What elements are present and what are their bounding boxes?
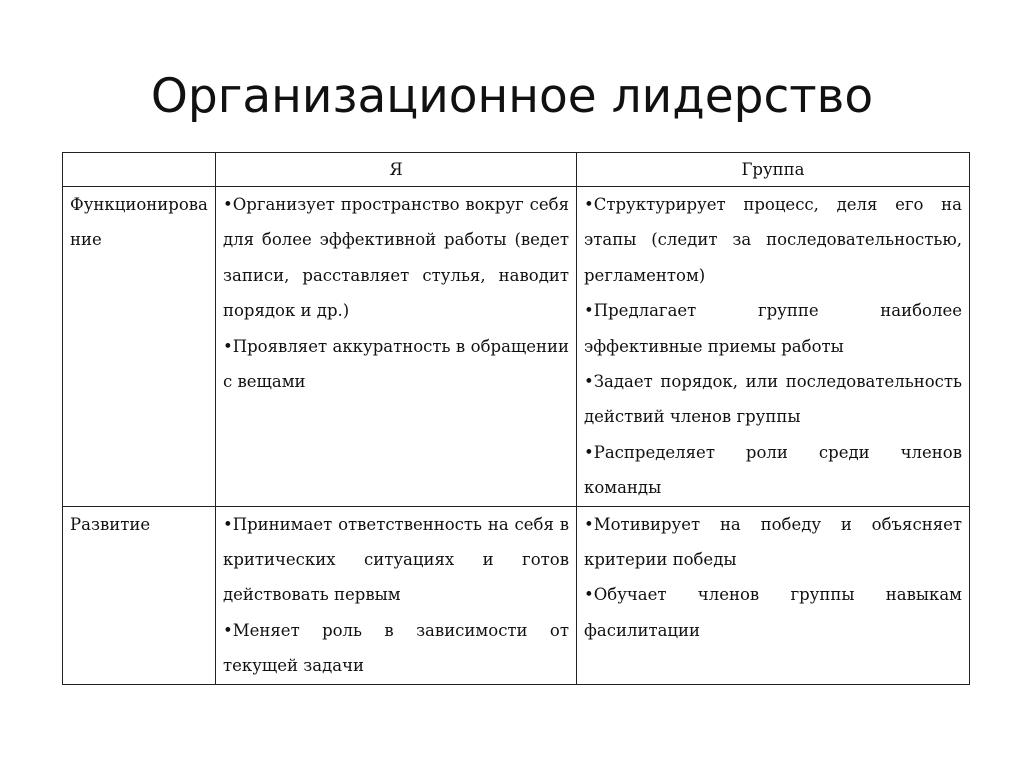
cell-development-self bbox=[216, 506, 577, 684]
list-item: •Задает порядок, или последовательность действий членов группы bbox=[584, 372, 962, 427]
table-header-row bbox=[63, 153, 970, 187]
slide-title: Организационное лидерство bbox=[150, 69, 874, 124]
leadership-table bbox=[62, 152, 970, 685]
row-label-functioning: Функционирование bbox=[63, 187, 216, 507]
list-item: •Проявляет аккуратность в обращении с вещами bbox=[223, 336, 569, 392]
list-item: •Обучает членов группы навыкам фасилитации bbox=[584, 585, 962, 640]
cell-functioning-group bbox=[577, 187, 970, 507]
list-item: •Предлагает группе наиболее эффективные приемы работы bbox=[584, 301, 962, 356]
list-item: •Организует пространство вокруг себя для более эффективной работы (ведет записи, расставляет стулья, наводит порядок и др.) bbox=[223, 195, 569, 321]
header-empty bbox=[63, 153, 216, 187]
header-self: Я bbox=[216, 153, 577, 187]
list-item: •Принимает ответственность на себя в критических ситуациях и готов действовать первым bbox=[223, 514, 569, 605]
list-item: •Мотивирует на победу и объясняет критерии победы bbox=[584, 514, 962, 570]
table-row-development bbox=[63, 506, 970, 684]
row-label-development: Развитие bbox=[63, 506, 216, 684]
header-group: Группа bbox=[577, 153, 970, 187]
cell-functioning-self bbox=[216, 187, 577, 507]
list-item: •Распределяет роли среди членов команды bbox=[584, 442, 962, 498]
table-row-functioning bbox=[63, 187, 970, 507]
cell-development-group bbox=[577, 506, 970, 684]
list-item: •Структурирует процесс, деля его на этапы (следит за последовательностью, регламентом) bbox=[584, 195, 962, 285]
list-item: •Меняет роль в зависимости от текущей задачи bbox=[223, 620, 569, 676]
